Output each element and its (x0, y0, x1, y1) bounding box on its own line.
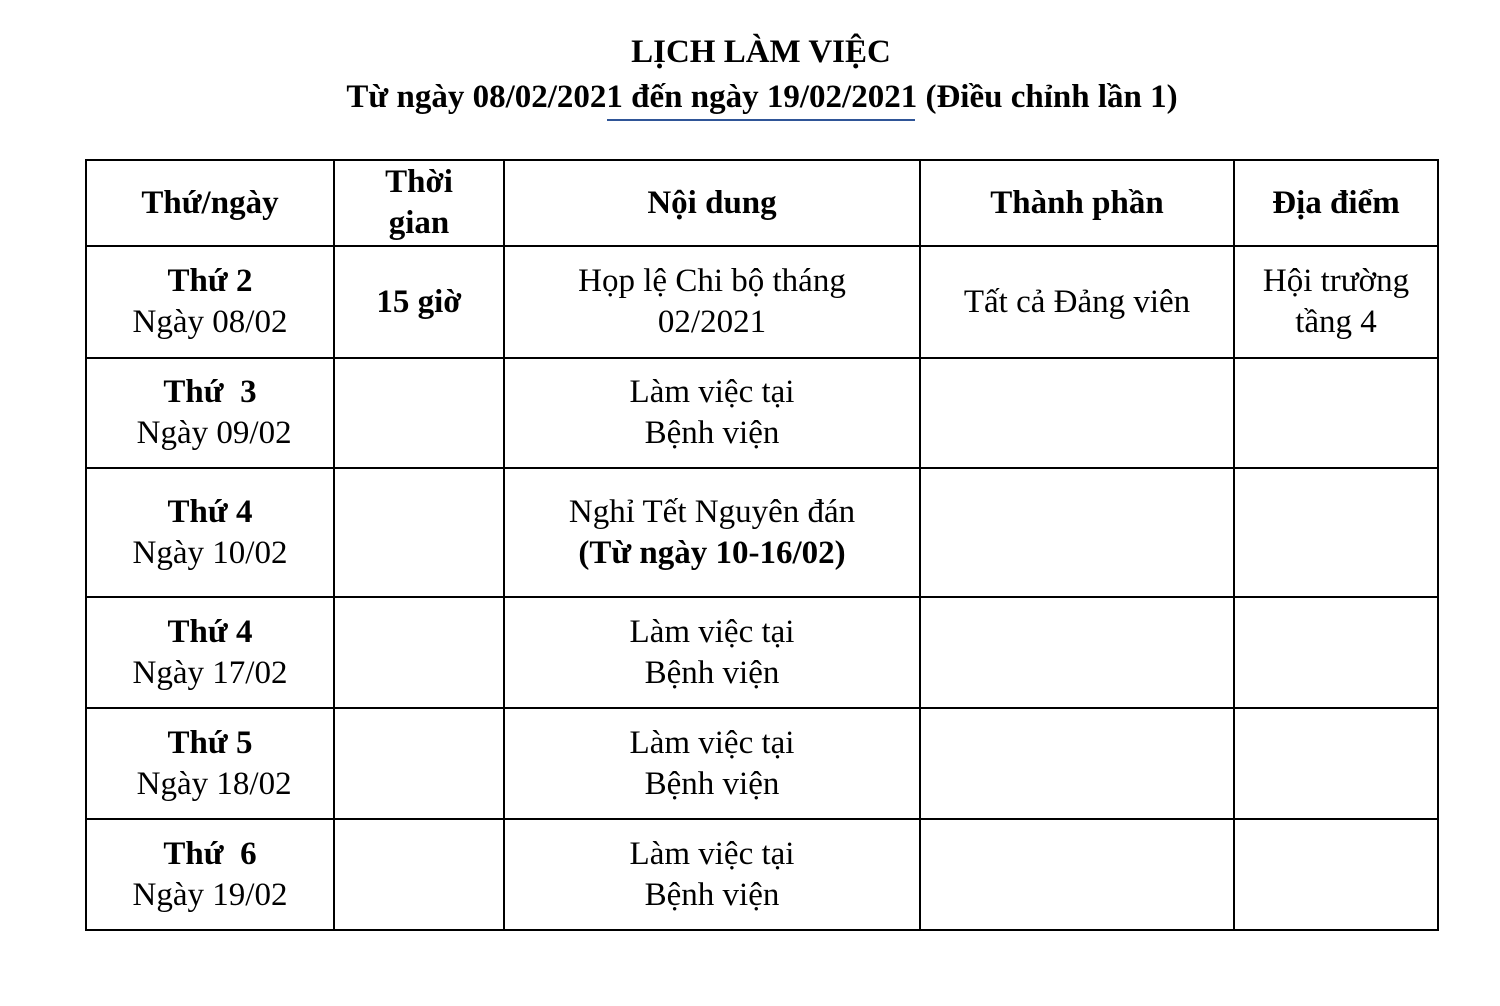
time-label: 15 giờ (376, 283, 462, 320)
day-cell (86, 708, 334, 819)
day-cell (86, 246, 334, 358)
content-line1: Làm việc tại (629, 374, 795, 410)
table-row (86, 358, 1438, 468)
time-cell (334, 246, 504, 358)
time-cell (334, 358, 504, 468)
page-subtitle: Từ ngày 08/02/2021 đến ngày 19/02/2021 (Điều chỉnh lần 1) (346, 79, 1178, 115)
day-cell (86, 358, 334, 468)
date-label: Ngày 09/02 (128, 415, 292, 451)
table-header-row (86, 160, 1438, 246)
table-row (86, 597, 1438, 708)
day-cell (86, 819, 334, 930)
schedule-table (85, 159, 1439, 931)
column-header-participants: Thành phần (920, 160, 1234, 246)
weekday-label: Thứ 4 (167, 493, 253, 530)
weekday-label: Thứ 3 (163, 374, 257, 410)
content-line2: (Từ ngày 10-16/02) (578, 534, 846, 571)
location-cell (1234, 358, 1438, 468)
day-cell (86, 597, 334, 708)
location-line2: tầng 4 (1295, 304, 1377, 340)
location-cell (1234, 708, 1438, 819)
column-header-location: Địa điểm (1234, 160, 1438, 246)
date-label: Ngày 10/02 (132, 534, 288, 571)
weekday-label: Thứ 6 (163, 835, 257, 872)
location-cell (1234, 468, 1438, 597)
content-cell (504, 708, 920, 819)
location-cell (1234, 246, 1438, 358)
date-label: Ngày 08/02 (132, 304, 288, 340)
time-cell (334, 597, 504, 708)
column-header-time (334, 160, 504, 246)
table-row (86, 708, 1438, 819)
date-label: Ngày 19/02 (132, 876, 288, 913)
weekday-label: Thứ 2 (167, 263, 253, 299)
content-cell (504, 358, 920, 468)
location-cell (1234, 819, 1438, 930)
time-cell (334, 708, 504, 819)
content-line2: 02/2021 (657, 304, 767, 340)
content-line2: Bệnh viện (644, 654, 780, 691)
content-line1: Họp lệ Chi bộ tháng (578, 263, 846, 299)
weekday-label: Thứ 5 (167, 724, 253, 761)
time-cell (334, 468, 504, 597)
content-line2: Bệnh viện (644, 765, 780, 802)
content-cell (504, 597, 920, 708)
day-cell (86, 468, 334, 597)
content-line1: Làm việc tại (629, 613, 795, 650)
participants-cell (920, 358, 1234, 468)
participants-cell (920, 597, 1234, 708)
content-cell (504, 246, 920, 358)
content-line2: Bệnh viện (644, 876, 780, 913)
column-header-time-line2: gian (388, 205, 450, 241)
date-label: Ngày 18/02 (128, 765, 292, 802)
column-header-content: Nội dung (504, 160, 920, 246)
content-line1: Làm việc tại (629, 835, 795, 872)
page-title: LỊCH LÀM VIỆC (631, 34, 891, 70)
participants-cell (920, 819, 1234, 930)
weekday-label: Thứ 4 (167, 613, 253, 650)
column-header-day: Thứ/ngày (86, 160, 334, 246)
participants-cell (920, 468, 1234, 597)
time-cell (334, 819, 504, 930)
content-cell (504, 468, 920, 597)
content-line1: Làm việc tại (629, 724, 795, 761)
column-header-time-line1: Thời (385, 164, 453, 200)
subtitle-underline (607, 119, 915, 121)
location-line1: Hội trường (1262, 263, 1410, 299)
participants-cell: Tất cả Đảng viên (920, 246, 1234, 358)
date-label: Ngày 17/02 (132, 654, 288, 691)
content-line2: Bệnh viện (644, 415, 780, 451)
table-row (86, 246, 1438, 358)
content-line1: Nghỉ Tết Nguyên đán (568, 493, 856, 530)
table-row (86, 468, 1438, 597)
content-cell (504, 819, 920, 930)
table-row (86, 819, 1438, 930)
participants-cell (920, 708, 1234, 819)
location-cell (1234, 597, 1438, 708)
